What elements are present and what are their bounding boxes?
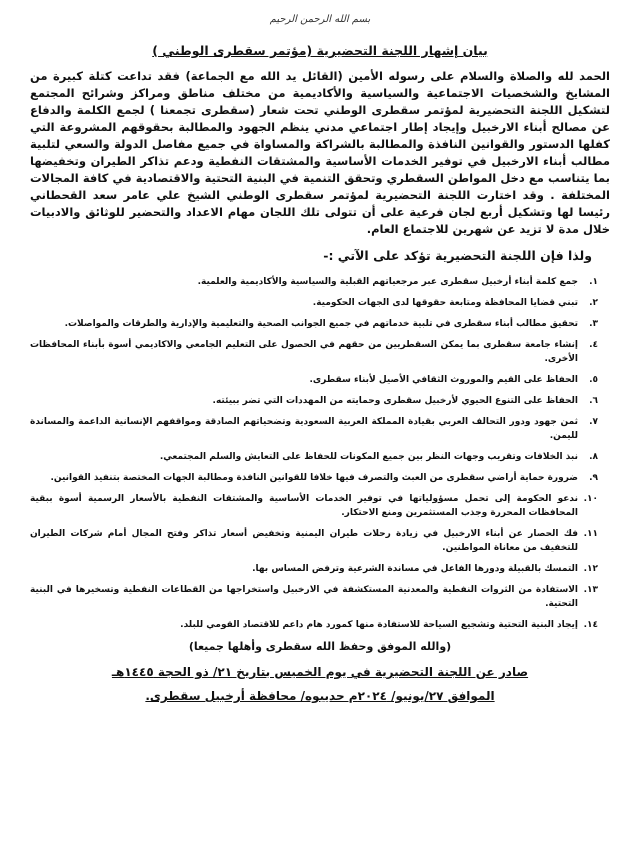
list-item-text: نبذ الخلافات وتقريب وجهات النظر بين جميع المكونات للحفاظ على التعايش والسلم المجتمعي. xyxy=(159,452,578,462)
list-item xyxy=(30,317,598,331)
list-item xyxy=(30,492,598,520)
list-item xyxy=(30,527,598,555)
list-item xyxy=(30,562,598,576)
list-item-text: إيجاد البنية التحتية وتشجيع السياحة للاستفادة منها كمورد هام داعم للاقتصاد القومي للبلد. xyxy=(180,620,578,630)
list-item xyxy=(30,296,598,310)
list-item-text: جمع كلمة أبناء أرخبيل سقطرى عبر مرجعياتهم القبلية والسياسية والأكاديمية والعلمية. xyxy=(197,277,578,287)
list-item xyxy=(30,373,598,387)
list-item xyxy=(30,450,598,464)
list-item xyxy=(30,275,598,289)
list-item xyxy=(30,583,598,611)
list-item-number: ١٢. xyxy=(583,564,598,574)
closing-prayer: (والله الموفق وحفظ الله سقطرى وأهلها جميعا) xyxy=(188,640,452,653)
list-item-text: ثمن جهود ودور التحالف العربي بقيادة المملكة العربية السعودية وتضحياتهم الصادقة ومواقفهم الإنسانية الداعمة والمساندة لليمن. xyxy=(30,417,578,441)
section-heading: ولذا فإن اللجنة التحضيرية تؤكد على الآتي :- xyxy=(323,248,592,263)
issued-line: صادر عن اللجنة التحضيرية في يوم الخميس بتاريخ ٢١/ ذو الحجة ١٤٤٥هـ xyxy=(111,665,529,679)
basmala-header: بسم الله الرحمن الرحيم xyxy=(269,14,371,25)
list-item xyxy=(30,415,598,443)
intro-paragraph: الحمد لله والصلاة والسلام على رسوله الأمين (القائل يد الله مع الجماعة) فقد تداعت كتلة كبيرة من المشايخ والشخصيات الاجتماعية والسياسية والأكاديمية من مختلف مناطق ومراكز وشرائح المجتمع لتشكيل اللجنة التحضيرية لمؤتمر سقطرى الوطني تحت شعار (سقطرى تجمعنا ) لجمع الكلمة والدفاع عن مصالح أبناء الارخبيل وإيجاد إطار اجتماعي مدني ينظم الجهود والمطالبة بحقوقهم المشروعة التي كفلها الدستور والقوانين النافذة والمطالبة بالشراكة والمساواة في جميع مفاصل الدولة والسعي لتلبية مطالب أبناء الارخبيل في توفير الخدمات الأساسية والمشتقات النفطية ودعم تذاكر الطيران وتخفيضها بما يتناسب مع دخل المواطن السقطري وتحقق التنمية في البنية التحتية والاقتصادية في كافة المجالات المختلفة . وقد اختارت اللجنة التحضيرية لمؤتمر سقطرى الوطني الشيخ علي عامر سعد القحطاني رئيسا لها وتشكيل أربع لجان فرعية على أن تتولى تلك اللجان مهام الاعداد والتحضير للوثائق والادبيات خلال مدة لا تزيد عن شهرين للاجتماع العام. xyxy=(30,69,610,236)
list-item-number: ٧. xyxy=(589,417,598,427)
points-list xyxy=(30,275,610,632)
list-item-text: الحفاظ على القيم والموروث الثقافي الأصيل لأبناء سقطرى. xyxy=(309,375,578,385)
list-item-text: ضرورة حماية أراضي سقطرى من العبث والتصرف فيها خلافا للقوانين النافذة ومطالبة الجهات المختصة بتنفيذ القوانين. xyxy=(50,473,578,483)
list-item-number: ١٠. xyxy=(583,494,598,504)
list-item-text: الحفاظ على التنوع الحيوي لأرخبيل سقطرى وحمايته من المهددات التي تضر ببيئته. xyxy=(212,396,578,406)
list-item xyxy=(30,471,598,485)
list-item-number: ٦. xyxy=(589,396,598,406)
list-item-number: ٩. xyxy=(589,473,598,483)
list-item-text: ندعو الحكومة إلى تحمل مسؤولياتها في توفير الخدمات الأساسية والمشتقات النفطية بالأسعار الرسمية أسوة ببقية المحافظات المحررة وجذب المستثمرين ومنع الاحتكار. xyxy=(30,494,578,518)
list-item-number: ١. xyxy=(589,277,598,287)
list-item-text: الاستفادة من الثروات النفطية والمعدنية المستكشفة في الارخبيل واستخراجها من القطاعات النفطية وتسخيرها في البنية التحتية. xyxy=(30,585,578,609)
date-location-line: الموافق ٢٧/يونيو/ ٢٠٢٤م حديبوه/ محافظة أرخبيل سقطرى. xyxy=(145,689,495,703)
document-title: بيان إشهار اللجنة التحضيرية (مؤتمر سقطرى الوطني ) xyxy=(152,43,488,58)
list-item-number: ٨. xyxy=(589,452,598,462)
list-item-number: ١١. xyxy=(583,529,598,539)
list-item-number: ١٤. xyxy=(583,620,598,630)
list-item-number: ٣. xyxy=(589,319,598,329)
list-item-text: تبني قضايا المحافظة ومتابعة حقوقها لدى الجهات الحكومية. xyxy=(312,298,578,308)
list-item-number: ٢. xyxy=(589,298,598,308)
list-item xyxy=(30,338,598,366)
list-item xyxy=(30,394,598,408)
list-item-text: التمسك بالقبيلة ودورها الفاعل في مساندة الشرعية وترفض المساس بها. xyxy=(252,564,578,574)
list-item xyxy=(30,618,598,632)
list-item-text: تحقيق مطالب أبناء سقطرى في تلبية خدماتهم في جميع الجوانب الصحية والتعليمية والإدارية والطرقات والمواصلات. xyxy=(64,319,578,329)
list-item-number: ٤. xyxy=(589,340,598,350)
list-item-text: فك الحصار عن أبناء الارخبيل في زيادة رحلات طيران اليمنية وتخفيض أسعار تذاكر وفتح المجال أمام شركات الطيران للتخفيف من معاناة المواطنين. xyxy=(30,529,578,553)
list-item-text: إنشاء جامعة سقطرى بما يمكن السقطريين من حقهم في الحصول على التعليم الجامعي والاكاديمي أسوة بأبناء المحافظات الأخرى. xyxy=(30,340,578,364)
list-item-number: ٥. xyxy=(589,375,598,385)
list-item-number: ١٣. xyxy=(583,585,598,595)
